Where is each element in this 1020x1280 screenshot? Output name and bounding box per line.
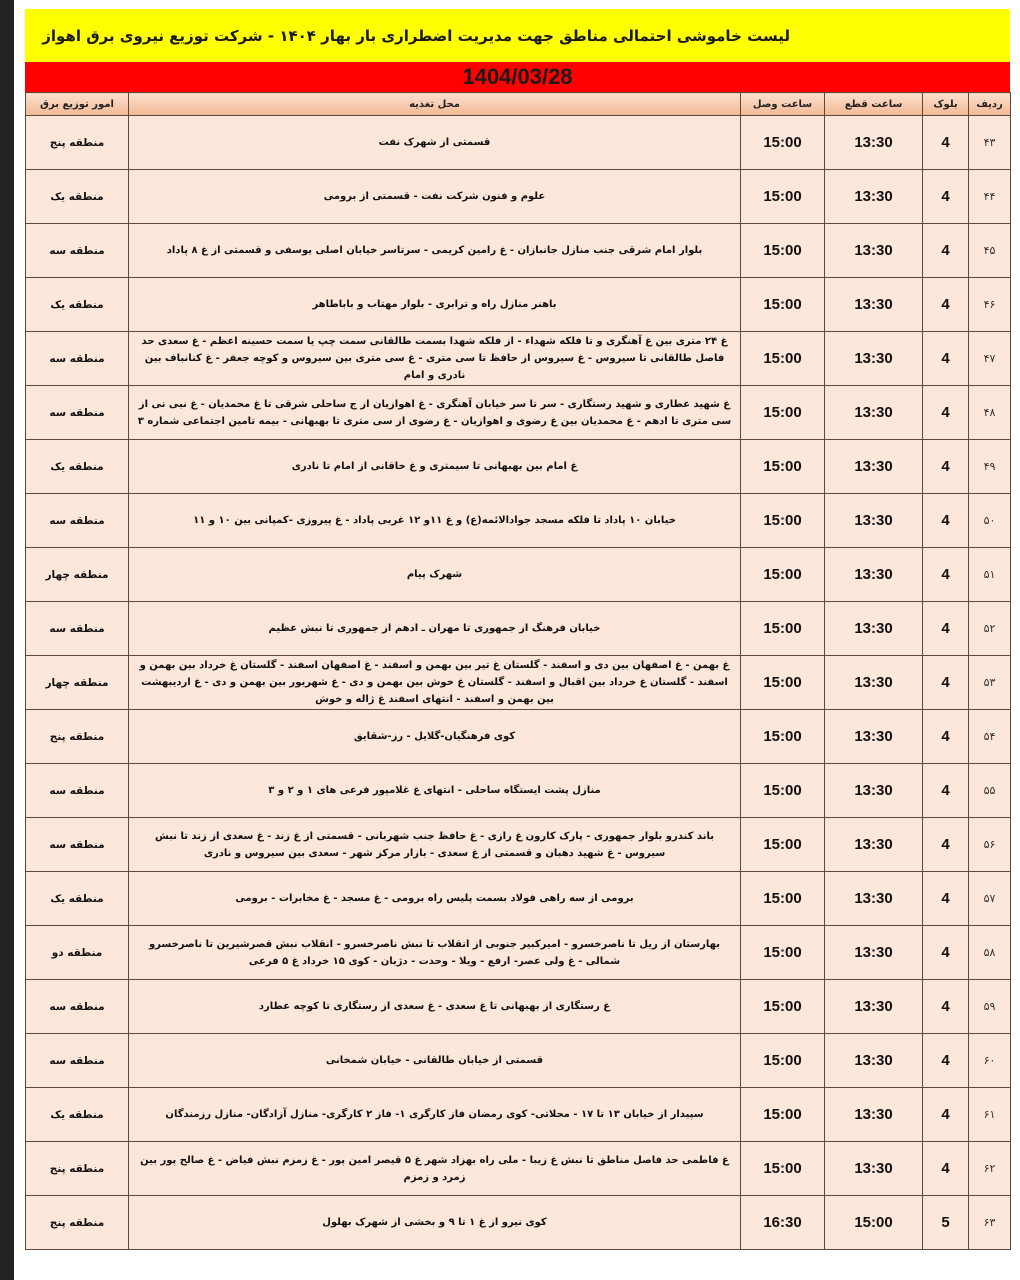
restore-time: 15:00: [741, 386, 825, 440]
schedule-date: 1404/03/28: [25, 62, 1010, 92]
feed-location: غ ۲۴ متری بین غ آهنگری و تا فلکه شهداء - از فلکه شهدا بسمت طالقانی سمت چپ یا سمت حسینه اعظم - غ سعدی حد فاصل طالقانی تا سیروس - غ سیروس از حافظ تا سی متری - غ سی متری بین سیروس و کوچه جعفر - غ کنانباف بین نادری و امام: [129, 332, 741, 386]
row-number: ۴۷: [969, 332, 1011, 386]
block-number: 4: [923, 818, 969, 872]
distribution-district: منطقه پنج: [26, 1142, 129, 1196]
cut-time: 13:30: [825, 116, 923, 170]
row-number: ۶۳: [969, 1196, 1011, 1250]
row-number: ۵۱: [969, 548, 1011, 602]
cut-time: 13:30: [825, 602, 923, 656]
table-row: [26, 116, 1011, 170]
table-row: [26, 170, 1011, 224]
row-number: ۴۳: [969, 116, 1011, 170]
cut-time: 13:30: [825, 332, 923, 386]
block-number: 4: [923, 170, 969, 224]
row-number: ۵۴: [969, 710, 1011, 764]
header-row-no: ردیف: [969, 93, 1011, 116]
cut-time: 13:30: [825, 494, 923, 548]
restore-time: 15:00: [741, 1034, 825, 1088]
table-row: [26, 926, 1011, 980]
table-header-row: [26, 93, 1011, 116]
block-number: 4: [923, 1088, 969, 1142]
distribution-district: منطقه یک: [26, 440, 129, 494]
row-number: ۵۶: [969, 818, 1011, 872]
row-number: ۵۰: [969, 494, 1011, 548]
row-number: ۶۱: [969, 1088, 1011, 1142]
table-row: [26, 332, 1011, 386]
feed-location: بهارستان از ریل تا ناصرخسرو - امیرکبیر جنوبی از انقلاب تا نبش ناصرخسرو - انقلاب نبش قصرشیرین تا ناصرخسرو شمالی - غ ولی عصر- ارفع - ویلا - وحدت - دژبان - کوی ۱۵ خرداد غ ۵ فرعی: [129, 926, 741, 980]
feed-location: باهنر منازل راه و ترابری - بلوار مهتاب و باباطاهر: [129, 278, 741, 332]
cut-time: 13:30: [825, 1034, 923, 1088]
table-row: [26, 1034, 1011, 1088]
table-row: [26, 710, 1011, 764]
table-row: [26, 386, 1011, 440]
cut-time: 13:30: [825, 170, 923, 224]
distribution-district: منطقه پنج: [26, 1196, 129, 1250]
distribution-district: منطقه سه: [26, 602, 129, 656]
feed-location: شهرک پیام: [129, 548, 741, 602]
restore-time: 15:00: [741, 224, 825, 278]
table-row: [26, 656, 1011, 710]
cut-time: 13:30: [825, 224, 923, 278]
block-number: 4: [923, 440, 969, 494]
table-row: [26, 1142, 1011, 1196]
block-number: 4: [923, 332, 969, 386]
block-number: 5: [923, 1196, 969, 1250]
row-number: ۴۵: [969, 224, 1011, 278]
cut-time: 13:30: [825, 710, 923, 764]
feed-location: خیابان ۱۰ پاداد تا فلکه مسجد جوادالائمه(ع) و غ ۱۱و ۱۲ غربی پاداد - غ پیروزی -کمپانی بین ۱۰ و ۱۱: [129, 494, 741, 548]
outage-table: [25, 92, 1011, 1250]
table-row: [26, 872, 1011, 926]
distribution-district: منطقه سه: [26, 980, 129, 1034]
row-number: ۴۶: [969, 278, 1011, 332]
restore-time: 15:00: [741, 980, 825, 1034]
block-number: 4: [923, 494, 969, 548]
restore-time: 15:00: [741, 818, 825, 872]
feed-location: قسمتی از خیابان طالقانی - خیابان شمخانی: [129, 1034, 741, 1088]
block-number: 4: [923, 278, 969, 332]
cut-time: 13:30: [825, 656, 923, 710]
header-location: محل تغذیه: [129, 93, 741, 116]
block-number: 4: [923, 224, 969, 278]
outage-schedule-sheet: [25, 9, 1010, 1250]
restore-time: 15:00: [741, 440, 825, 494]
table-row: [26, 494, 1011, 548]
row-number: ۵۹: [969, 980, 1011, 1034]
header-cut-time: ساعت قطع: [825, 93, 923, 116]
restore-time: 15:00: [741, 494, 825, 548]
block-number: 4: [923, 710, 969, 764]
distribution-district: منطقه یک: [26, 872, 129, 926]
block-number: 4: [923, 386, 969, 440]
header-restore-time: ساعت وصل: [741, 93, 825, 116]
distribution-district: منطقه سه: [26, 386, 129, 440]
restore-time: 15:00: [741, 926, 825, 980]
viewer-left-edge: [0, 0, 14, 1280]
cut-time: 13:30: [825, 1088, 923, 1142]
feed-location: باند کندرو بلوار جمهوری - پارک کارون غ رازی - غ حافظ جنب شهربانی - قسمتی از غ زند - غ سعدی از زند تا نبش سیروس - غ شهید دهبان و قسمتی از غ سعدی - بازار مرکز شهر - سعدی بین سیروس و نادری: [129, 818, 741, 872]
row-number: ۵۳: [969, 656, 1011, 710]
row-number: ۶۲: [969, 1142, 1011, 1196]
block-number: 4: [923, 656, 969, 710]
feed-location: غ شهید عطاری و شهید رستگاری - سر تا سر خیابان آهنگری - غ اهوازیان از ج ساحلی شرقی تا غ محمدیان - غ نبی نی از سی متری تا ادهم - غ محمدیان بین غ رضوی و اهوازیان - غ رضوی از سی متری تا بهبهانی - بیمه تامین اجتماعی شماره ۳: [129, 386, 741, 440]
document-title: لیست خاموشی احتمالی مناطق جهت مدیریت اضطراری بار بهار ۱۴۰۴ - شرکت توزیع نیروی برق اهواز: [25, 9, 1010, 62]
block-number: 4: [923, 872, 969, 926]
distribution-district: منطقه پنج: [26, 116, 129, 170]
row-number: ۵۵: [969, 764, 1011, 818]
feed-location: غ رستگاری از بهبهانی تا غ سعدی - غ سعدی از رستگاری تا کوچه عطارد: [129, 980, 741, 1034]
feed-location: بلوار امام شرقی جنب منازل جانبازان - غ رامین کریمی - سرتاسر خیابان اصلی یوسفی و قسمتی از غ ۸ پاداد: [129, 224, 741, 278]
header-district: امور توزیع برق: [26, 93, 129, 116]
block-number: 4: [923, 116, 969, 170]
table-row: [26, 278, 1011, 332]
table-row: [26, 764, 1011, 818]
table-row: [26, 224, 1011, 278]
row-number: ۴۴: [969, 170, 1011, 224]
header-block: بلوک: [923, 93, 969, 116]
table-row: [26, 548, 1011, 602]
restore-time: 15:00: [741, 872, 825, 926]
cut-time: 13:30: [825, 764, 923, 818]
table-row: [26, 1196, 1011, 1250]
cut-time: 13:30: [825, 926, 923, 980]
block-number: 4: [923, 980, 969, 1034]
restore-time: 15:00: [741, 710, 825, 764]
table-row: [26, 602, 1011, 656]
cut-time: 13:30: [825, 548, 923, 602]
distribution-district: منطقه سه: [26, 494, 129, 548]
restore-time: 15:00: [741, 764, 825, 818]
row-number: ۴۹: [969, 440, 1011, 494]
feed-location: کوی فرهنگیان-گلایل - رز-شقایق: [129, 710, 741, 764]
restore-time: 15:00: [741, 656, 825, 710]
block-number: 4: [923, 1034, 969, 1088]
distribution-district: منطقه چهار: [26, 548, 129, 602]
table-row: [26, 1088, 1011, 1142]
feed-location: قسمتی از شهرک نفت: [129, 116, 741, 170]
row-number: ۴۸: [969, 386, 1011, 440]
cut-time: 13:30: [825, 818, 923, 872]
table-row: [26, 980, 1011, 1034]
restore-time: 15:00: [741, 278, 825, 332]
cut-time: 13:30: [825, 278, 923, 332]
row-number: ۵۲: [969, 602, 1011, 656]
distribution-district: منطقه یک: [26, 1088, 129, 1142]
block-number: 4: [923, 602, 969, 656]
distribution-district: منطقه سه: [26, 818, 129, 872]
row-number: ۶۰: [969, 1034, 1011, 1088]
restore-time: 15:00: [741, 116, 825, 170]
distribution-district: منطقه سه: [26, 1034, 129, 1088]
distribution-district: منطقه سه: [26, 224, 129, 278]
distribution-district: منطقه یک: [26, 170, 129, 224]
block-number: 4: [923, 764, 969, 818]
block-number: 4: [923, 548, 969, 602]
restore-time: 15:00: [741, 602, 825, 656]
restore-time: 15:00: [741, 170, 825, 224]
feed-location: منازل پشت ایستگاه ساحلی - انتهای غ غلامپور فرعی های ۱ و ۲ و ۳: [129, 764, 741, 818]
feed-location: غ امام بین بهبهانی تا سیمتری و غ خاقانی از امام تا نادری: [129, 440, 741, 494]
cut-time: 13:30: [825, 872, 923, 926]
restore-time: 15:00: [741, 1142, 825, 1196]
row-number: ۵۸: [969, 926, 1011, 980]
block-number: 4: [923, 1142, 969, 1196]
cut-time: 15:00: [825, 1196, 923, 1250]
restore-time: 15:00: [741, 332, 825, 386]
feed-location: غ بهمن - غ اصفهان بین دی و اسفند - گلستان غ تیر بین بهمن و اسفند - غ اصفهان اسفند - گلستان غ خرداد بین بهمن و اسفند - گلستان غ خرداد بین اقبال و اسفند - گلستان غ خوش بین بهمن و دی - غ شهریور بین بهمن و دی - غ اردیبهشت بین بهمن و اسفند - انتهای اسفند غ ژاله و خوش: [129, 656, 741, 710]
feed-location: سپیدار از خیابان ۱۳ تا ۱۷ - محلاتی- کوی رمضان فاز کارگری ۱- فاز ۲ کارگری- منازل آزادگان- منازل رزمندگان: [129, 1088, 741, 1142]
distribution-district: منطقه دو: [26, 926, 129, 980]
restore-time: 15:00: [741, 548, 825, 602]
table-row: [26, 818, 1011, 872]
cut-time: 13:30: [825, 440, 923, 494]
block-number: 4: [923, 926, 969, 980]
feed-location: برومی از سه راهی فولاد بسمت پلیس راه برومی - غ مسجد - غ مخابرات - برومی: [129, 872, 741, 926]
restore-time: 15:00: [741, 1088, 825, 1142]
distribution-district: منطقه پنج: [26, 710, 129, 764]
distribution-district: منطقه سه: [26, 764, 129, 818]
table-row: [26, 440, 1011, 494]
cut-time: 13:30: [825, 386, 923, 440]
distribution-district: منطقه سه: [26, 332, 129, 386]
cut-time: 13:30: [825, 980, 923, 1034]
distribution-district: منطقه چهار: [26, 656, 129, 710]
cut-time: 13:30: [825, 1142, 923, 1196]
feed-location: علوم و فنون شرکت نفت - قسمتی از برومی: [129, 170, 741, 224]
feed-location: خیابان فرهنگ از جمهوری تا مهران ـ ادهم از جمهوری تا نبش عظیم: [129, 602, 741, 656]
distribution-district: منطقه یک: [26, 278, 129, 332]
row-number: ۵۷: [969, 872, 1011, 926]
feed-location: کوی نیرو از غ ۱ تا ۹ و بخشی از شهرک بهلول: [129, 1196, 741, 1250]
feed-location: غ فاطمی حد فاصل مناطق تا نبش غ زیبا - ملی راه بهزاد شهر غ ۵ قیصر امین پور - غ زمزم نبش فیاض - غ صالح پور بین زمرد و زمزم: [129, 1142, 741, 1196]
restore-time: 16:30: [741, 1196, 825, 1250]
